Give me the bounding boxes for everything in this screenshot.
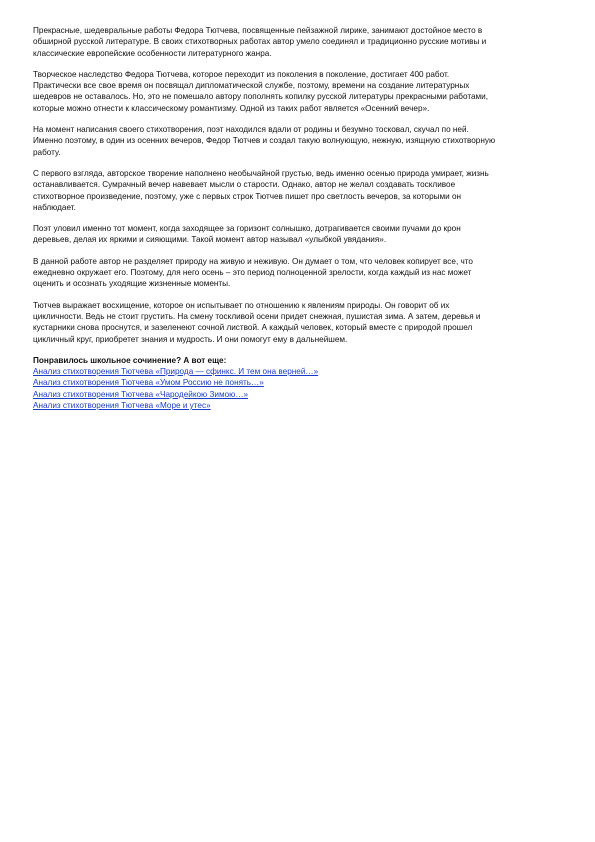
paragraph [33,223,561,246]
text-line: стихотворное произведение, поэтому, уже с первых строк Тютчев пишет про светлость вечеров, за которыми он [33,191,462,201]
text-line: Именно поэтому, в один из осенних вечеров, Федор Тютчев и создал такую волнующую, нежную, изящную стихотворную [33,136,496,146]
text-line: Тютчев выражает восхищение, которое он испытывает по отношению к явлениям природы. Он говорит об их [33,300,450,310]
text-line: ежедневно окружает его. Поэтому, для него осень – это период полноценной зрелости, когда каждый из нас может [33,268,472,278]
text-line: цикличный круг, приобретет знания и мудрость. И они помогут ему в дальнейшем. [33,334,348,344]
paragraph [33,25,561,59]
text-line: Поэт уловил именно тот момент, когда заходящее за горизонт солнышко, дотрагивается своими пучами до крон [33,224,461,234]
essay-link[interactable]: Анализ стихотворения Тютчева «Море и утес» [33,401,211,411]
text-line: деревьев, делая их яркими и сияющими. Такой момент автор называл «улыбкой увядания». [33,235,387,245]
more-essays-title: Понравилось школьное сочинение? А вот еще: [33,355,227,365]
paragraph [33,256,561,290]
text-line: которые можно отнести к классическому романтизму. Одной из таких работ является «Осенний вечер». [33,103,430,113]
list-item [33,400,561,411]
text-line: оценить и осознать уходящие жизненные моменты. [33,279,231,289]
paragraph [33,69,561,114]
text-line: Практически все свое время он посвящал дипломатической службе, поэтому, времени на создание литературных [33,81,470,91]
essay-link[interactable]: Анализ стихотворения Тютчева «Чародейкою Зимою…» [33,389,249,399]
text-line: обширной русской литературе. В своих стихотворных работах автор умело соединял и традиционно русские мотивы и [33,37,487,47]
essay-link[interactable]: Анализ стихотворения Тютчева «Умом Россию не понять…» [33,378,264,388]
more-essays-section [33,355,561,411]
list-item [33,366,561,377]
text-line: Прекрасные, шедевральные работы Федора Тютчева, посвященные пейзажной лирике, занимают достойное место в [33,26,483,35]
text-line: цикличности. Ведь не стоит грустить. На смену тоскливой осени придет снежная, пушистая зима. А затем, деревья и [33,311,481,321]
text-line: Творческое наследство Федора Тютчева, которое переходит из поколения в поколение, достигает 400 работ. [33,69,450,79]
text-line: В данной работе автор не разделяет природу на живую и неживую. Он думает о том, что человек копирует все, что [33,256,473,266]
paragraph [33,300,561,345]
text-line: кустарники снова проснутся, и зазеленеют сочной листвой. А каждый человек, который вместе с природой прошел [33,323,473,333]
list-item [33,389,561,400]
essay-link[interactable]: Анализ стихотворения Тютчева «Природа — сфинкс. И тем она верней…» [33,367,319,377]
essay-body [33,25,561,345]
text-line: наблюдает. [33,202,76,212]
text-line: классические европейские особенности литературного жанра. [33,48,272,58]
paragraph [33,124,561,158]
more-essays-list [33,366,561,411]
list-item [33,377,561,388]
paragraph [33,168,561,213]
text-line: С первого взгляда, авторское творение наполнено необычайной грустью, ведь именно осенью природа умирает, жизнь [33,168,489,178]
text-line: На момент написания своего стихотворения, поэт находился вдали от родины и безумно тосковал, скучал по ней. [33,125,469,135]
text-line: шедевров не оставалось. Но, это не помешало автору пополнять копилку русской литературы прекрасными работами, [33,92,489,102]
text-line: работу. [33,147,61,157]
text-line: останавливается. Сумрачный вечер навевает мысли о старости. Однако, автор не желал создавать тоскливое [33,180,456,190]
